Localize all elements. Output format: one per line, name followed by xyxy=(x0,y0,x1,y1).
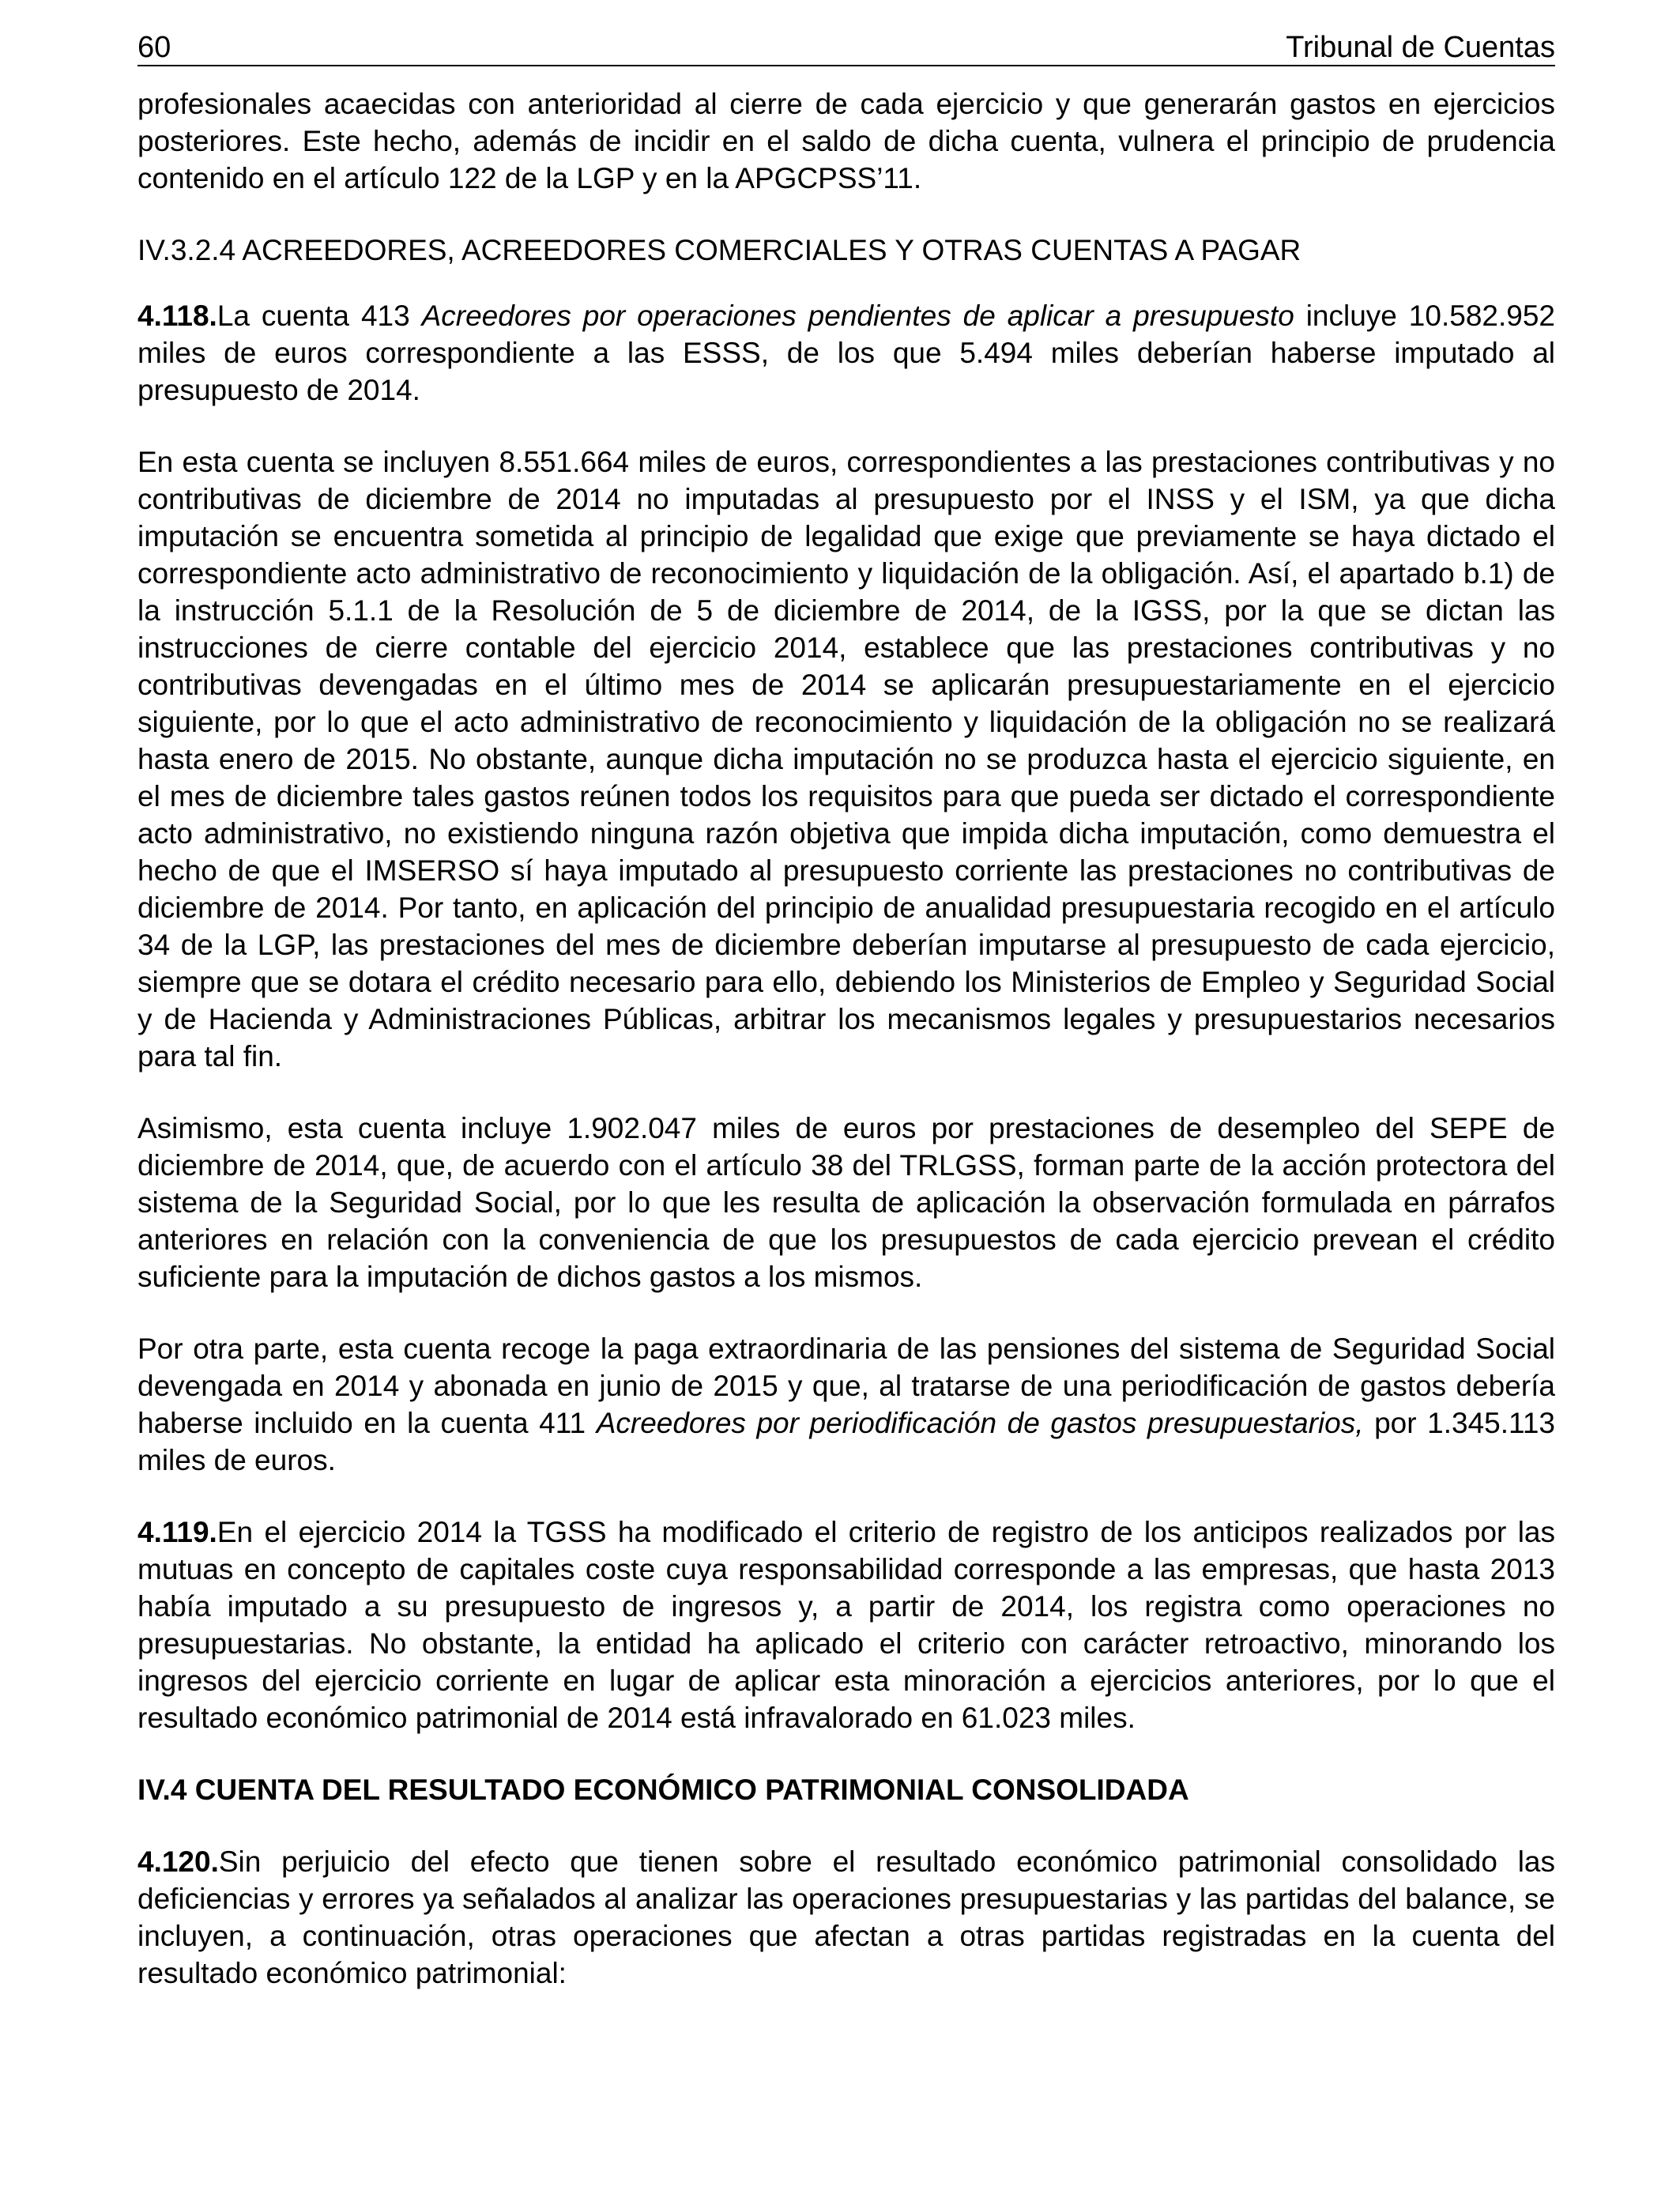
running-title: Tribunal de Cuentas xyxy=(1286,31,1555,64)
section-heading-resultado: IV.4 CUENTA DEL RESULTADO ECONÓMICO PATRIMONIAL CONSOLIDADA xyxy=(137,1774,1189,1806)
paragraph-prestaciones: En esta cuenta se incluyen 8.551.664 miles de euros, correspondientes a las prestaciones contributivas y no contributivas de diciembre de 2014 no imputadas al presupuesto por el INSS y el ISM, ya que dicha imputación se encuentra sometida al principio de legalidad que exige que previamente se haya dictado el correspondiente acto administrativo de reconocimiento y liquidación de la obligación. Así, el apartado b.1) de la instrucción 5.1.1 de la Resolución de 5 de diciembre de 2014, de la IGSS, por la que se dictan las instrucciones de cierre contable del ejercicio 2014, establece que las prestaciones contributivas y no contributivas devengadas en el último mes de 2014 se aplicarán presupuestariamente en el ejercicio siguiente, por lo que el acto administrativo de reconocimiento y liquidación de la obligación no se realizará hasta enero de 2015. No obstante, aunque dicha imputación no se produzca hasta el ejercicio siguiente, en el mes de diciembre tales gastos reúnen todos los requisitos para que pueda ser dictado el correspondiente acto administrativo, no existiendo ninguna razón objetiva que impida dicha imputación, como demuestra el hecho de que el IMSERSO sí haya imputado al presupuesto corriente las prestaciones no contributivas de diciembre de 2014. Por tanto, en aplicación del principio de anualidad presupuestaria recogido en el artículo 34 de la LGP, las prestaciones del mes de diciembre deberían imputarse al presupuesto de cada ejercicio, siempre que se dotara el crédito necesario para ello, debiendo los Ministerios de Empleo y Seguridad Social y de Hacienda y Administraciones Públicas, arbitrar los mecanismos legales y presupuestarios necesarios para tal fin. xyxy=(137,446,1555,1072)
document-page xyxy=(137,24,1555,2026)
paragraph-text: En el ejercicio 2014 la TGSS ha modificado el criterio de registro de los anticipos realizados por las mutuas en concepto de capitales coste cuya responsabilidad corresponde a las empresas, que hasta 2013 había imputado a su presupuesto de ingresos y, a partir de 2014, los registra como operaciones no presupuestarias. No obstante, la entidad ha aplicado el criterio con carácter retroactivo, minorando los ingresos del ejercicio corriente en lugar de aplicar esta minoración a ejercicios anteriores, por lo que el resultado económico patrimonial de 2014 está infravalorado en 61.023 miles. xyxy=(137,1516,1555,1734)
account-name-italic: Acreedores por periodificación de gastos presupuestarios, xyxy=(596,1407,1364,1439)
paragraph-text: La cuenta 413 xyxy=(217,300,422,332)
paragraph-text: incluye 10.582.952 miles de euros correspondiente a las ESSS, de los que 5.494 miles deberían haberse imputado al presupuesto de 2014. xyxy=(137,300,1555,406)
page-number: 60 xyxy=(137,31,171,64)
paragraph-4-120 xyxy=(137,1843,1555,1992)
paragraph-text: Sin perjuicio del efecto que tienen sobre el resultado económico patrimonial consolidado las deficiencias y errores ya señalados al analizar las operaciones presupuestarias y las partidas del balance, se incluyen, a continuación, otras operaciones que afectan a otras partidas registradas en la cuenta del resultado económico patrimonial: xyxy=(137,1845,1555,1989)
paragraph-desempleo: Asimismo, esta cuenta incluye 1.902.047 miles de euros por prestaciones de desempleo del SEPE de diciembre de 2014, que, de acuerdo con el artículo 38 del TRLGSS, forman parte de la acción protectora del sistema de la Seguridad Social, por lo que les resulta de aplicación la observación formulada en párrafos anteriores en relación con la conveniencia de que los presupuestos de cada ejercicio prevean el crédito suficiente para la imputación de dichos gastos a los mismos. xyxy=(137,1112,1555,1293)
paragraph-4-119 xyxy=(137,1514,1555,1736)
account-name-italic: Acreedores por operaciones pendientes de aplicar a presupuesto xyxy=(421,300,1294,332)
paragraph-text: Por otra parte, esta cuenta recoge la paga extraordinaria de las pensiones del sistema de Seguridad Social devengada en 2014 y abonada en junio de 2015 y que, al tratarse de una periodificación de gastos debería haberse incluido en la cuenta 411 xyxy=(137,1333,1555,1439)
paragraph-4-118 xyxy=(137,297,1555,409)
paragraph-number: 4.119. xyxy=(137,1516,217,1548)
paragraph-text: por 1.345.113 miles de euros. xyxy=(137,1407,1555,1476)
paragraph-number: 4.118. xyxy=(137,300,217,332)
section-heading-acreedores: IV.3.2.4 ACREEDORES, ACREEDORES COMERCIALES Y OTRAS CUENTAS A PAGAR xyxy=(137,234,1301,266)
document-body xyxy=(137,85,1555,1992)
paragraph-number: 4.120. xyxy=(137,1845,219,1878)
page-header xyxy=(137,24,1555,66)
paragraph-paga-extraordinaria xyxy=(137,1330,1555,1479)
paragraph-continuation: profesionales acaecidas con anterioridad al cierre de cada ejercicio y que generarán gastos en ejercicios posteriores. Este hecho, además de incidir en el saldo de dicha cuenta, vulnera el principio de prudencia contenido en el artículo 122 de la LGP y en la APGCPSS’11. xyxy=(137,88,1555,194)
